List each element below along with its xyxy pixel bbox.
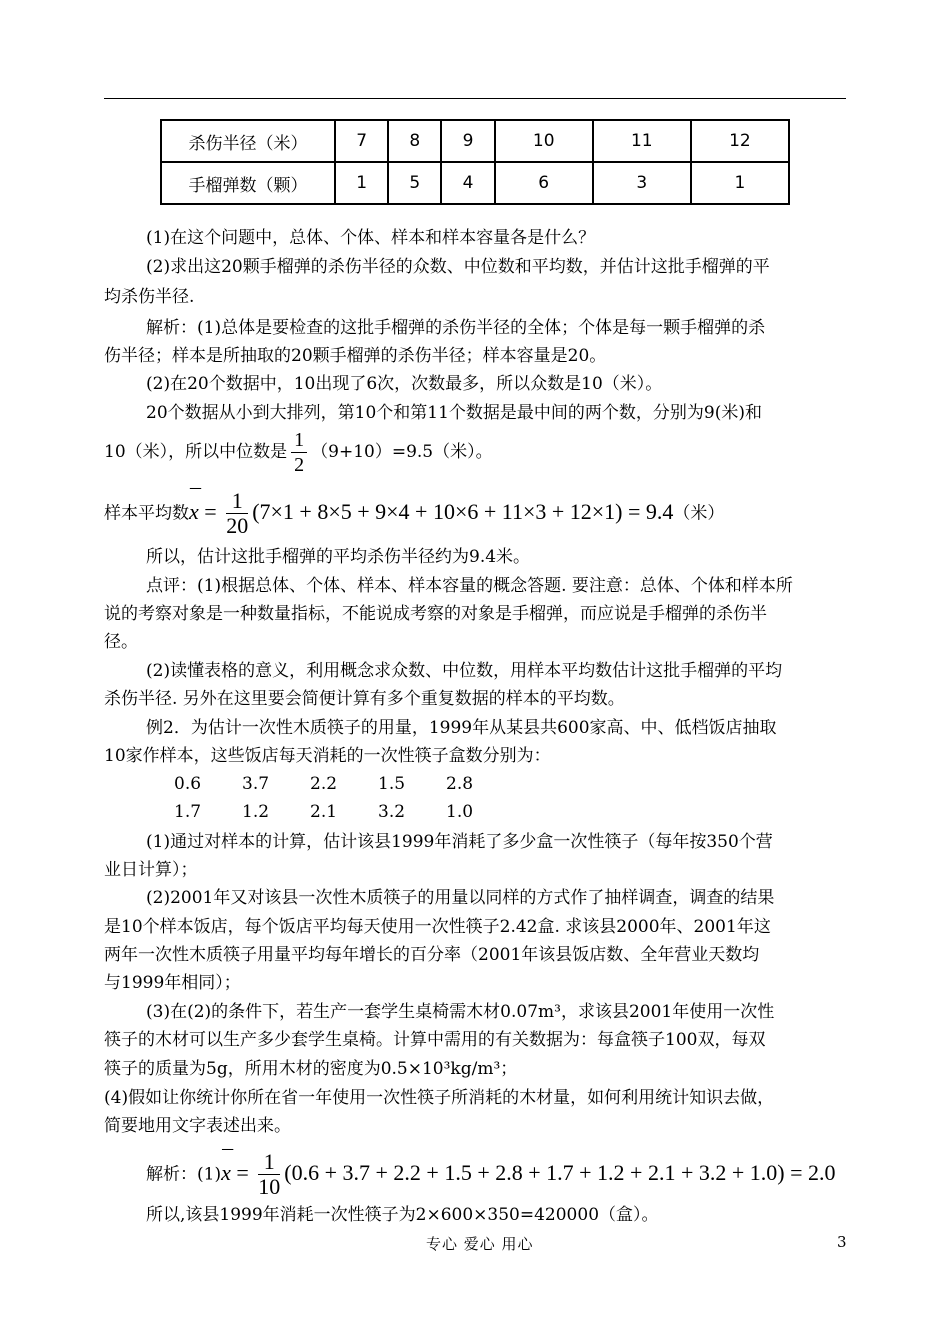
answer-3: 20个数据从小到大排列，第10个和第11个数据是最中间的两个数，分别为9(米)和 — [146, 403, 762, 423]
fraction-numerator: 1 — [291, 428, 307, 453]
table-cell: 1 — [335, 162, 388, 204]
median-fraction — [291, 428, 307, 477]
table-cell: 9 — [441, 120, 494, 162]
answer-2: (2)在20个数据中，10出现了6次，次数最多，所以众数是10（米）。 — [146, 374, 663, 394]
question-1: (1)在这个问题中，总体、个体、样本和样本容量各是什么？ — [146, 228, 596, 248]
header-rule — [104, 98, 846, 99]
ex-question-3-cont: 筷子的木材可以生产多少套学生桌椅。计算中需用的有关数据为：每盒筷子100双，每双 — [104, 1030, 766, 1050]
ex-question-1-cont: 业日计算）； — [104, 860, 198, 880]
comment-1-end: 径。 — [104, 632, 138, 652]
table-row — [161, 162, 789, 204]
solution-label: 解析：(1) — [146, 1164, 222, 1185]
data-value: 1.2 — [242, 802, 270, 822]
question-2: (2)求出这20颗手榴弹的杀伤半径的众数、中位数和平均数，并估计这批手榴弹的平 — [146, 257, 770, 277]
table-cell: 1 — [691, 162, 789, 204]
table-cell: 12 — [691, 120, 789, 162]
solution-formula — [146, 1150, 836, 1199]
ex-question-2-cont: 两年一次性木质筷子用量平均每年增长的百分率（2001年该县饭店数、全年营业天数均 — [104, 945, 760, 965]
fraction-denominator: 20 — [226, 513, 249, 538]
mean-sum: (7×1 + 8×5 + 9×4 + 10×6 + 11×3 + 12×1) = 9.4 — [252, 498, 674, 524]
data-value: 1.7 — [174, 802, 202, 822]
mean-expression: ¯ x = $\frac{1}{20}$ (7×1 + 8×5 + 9×4 + 10×6 + 11×3 + 12×1) = 9.4 — [189, 499, 673, 524]
x-bar-symbol: ¯ x — [221, 1161, 231, 1185]
data-value: 1.5 — [378, 774, 406, 794]
fraction-denominator: 2 — [294, 454, 305, 476]
mean-fraction — [226, 489, 248, 538]
solution-expression: ¯ x = $\frac{1}{10}$ (0.6 + 3.7 + 2.2 + 1.5 + 2.8 + 1.7 + 1.2 + 2.1 + 3.2 + 1.0) = 2.0 — [221, 1160, 835, 1185]
median-result: （9+10）=9.5（米）。 — [311, 442, 493, 462]
x-bar-symbol: ¯ x — [189, 500, 199, 524]
grenade-table — [160, 119, 790, 205]
data-value: 1.0 — [446, 802, 474, 822]
answer-1-cont: 伤半径；样本是所抽取的20颗手榴弹的杀伤半径；样本容量是20。 — [104, 346, 607, 366]
table-cell: 5 — [388, 162, 441, 204]
fraction-numerator: 1 — [258, 1150, 280, 1175]
conclusion: 所以，估计这批手榴弹的平均杀伤半径约为9.4米。 — [146, 547, 531, 567]
table-row-label: 手榴弹数（颗） — [161, 162, 335, 204]
median-text: 10（米），所以中位数是 — [104, 442, 288, 462]
solution-sum: (0.6 + 3.7 + 2.2 + 1.5 + 2.8 + 1.7 + 1.2 + 2.1 + 3.2 + 1.0) = 2.0 — [284, 1159, 836, 1185]
ex-question-3: (3)在(2)的条件下，若生产一套学生桌椅需木材0.07m³，求该县2001年使用一次性 — [146, 1002, 775, 1022]
footer-motto: 专心 爱心 用心 — [426, 1235, 534, 1253]
table-cell: 7 — [335, 120, 388, 162]
table-cell: 11 — [593, 120, 691, 162]
data-row — [174, 772, 514, 796]
data-value: 3.2 — [378, 802, 406, 822]
mean-formula — [104, 489, 724, 538]
comment-1-cont: 说的考察对象是一种数量指标，不能说成考察的对象是手榴弹，而应说是手榴弹的杀伤半 — [104, 604, 767, 624]
data-value: 3.7 — [242, 774, 270, 794]
ex-question-3-end: 筷子的质量为5g，所用木材的密度为0.5×10³kg/m³； — [104, 1059, 518, 1079]
fraction-numerator: 1 — [226, 489, 248, 514]
data-row — [174, 800, 514, 824]
mean-label: 样本平均数 — [104, 503, 189, 524]
data-value: 0.6 — [174, 774, 202, 794]
ex-question-4-cont: 简要地用文字表述出来。 — [104, 1116, 291, 1136]
comment-2: (2)读懂表格的意义，利用概念求众数、中位数，用样本平均数估计这批手榴弹的平均 — [146, 661, 783, 681]
example-2-cont: 10家作样本，这些饭店每天消耗的一次性筷子盒数分别为： — [104, 746, 551, 766]
table-row — [161, 120, 789, 162]
table-cell: 3 — [593, 162, 691, 204]
data-value: 2.1 — [310, 802, 338, 822]
table-cell: 8 — [388, 120, 441, 162]
answer-1: 解析：(1)总体是要检查的这批手榴弹的杀伤半径的全体；个体是每一颗手榴弹的杀 — [146, 318, 766, 338]
fraction-denominator: 10 — [258, 1174, 281, 1199]
table-cell: 6 — [495, 162, 593, 204]
ex-question-1: (1)通过对样本的计算，估计该县1999年消耗了多少盒一次性筷子（每年按350个营 — [146, 832, 773, 852]
ex-question-2-end: 与1999年相同）； — [104, 973, 241, 993]
data-value: 2.8 — [446, 774, 474, 794]
table-cell: 10 — [495, 120, 593, 162]
table-row-label: 杀伤半径（米） — [161, 120, 335, 162]
page-number: 3 — [837, 1233, 847, 1251]
solution-fraction — [258, 1150, 280, 1199]
ex-question-2-cont: 是10个样本饭店，每个饭店平均每天使用一次性筷子2.42盒. 求该县2000年、2001年这 — [104, 917, 771, 937]
example-2: 例2．为估计一次性木质筷子的用量，1999年从某县共600家高、中、低档饭店抽取 — [146, 718, 777, 738]
ex-question-4: (4)假如让你统计你所在省一年使用一次性筷子所消耗的木材量，如何利用统计知识去做， — [104, 1088, 775, 1108]
data-value: 2.2 — [310, 774, 338, 794]
solution-result: 所以,该县1999年消耗一次性筷子为2×600×350=420000（盒）。 — [146, 1205, 659, 1225]
median-line — [104, 428, 493, 477]
mean-unit: （米） — [673, 503, 725, 524]
comment-1: 点评：(1)根据总体、个体、样本、样本容量的概念答题. 要注意：总体、个体和样本所 — [146, 576, 793, 596]
question-2-cont: 均杀伤半径. — [104, 287, 195, 307]
comment-2-cont: 杀伤半径. 另外在这里要会简便计算有多个重复数据的样本的平均数。 — [104, 689, 625, 709]
ex-question-2: (2)2001年又对该县一次性木质筷子的用量以同样的方式作了抽样调查，调查的结果 — [146, 888, 775, 908]
table-cell: 4 — [441, 162, 494, 204]
